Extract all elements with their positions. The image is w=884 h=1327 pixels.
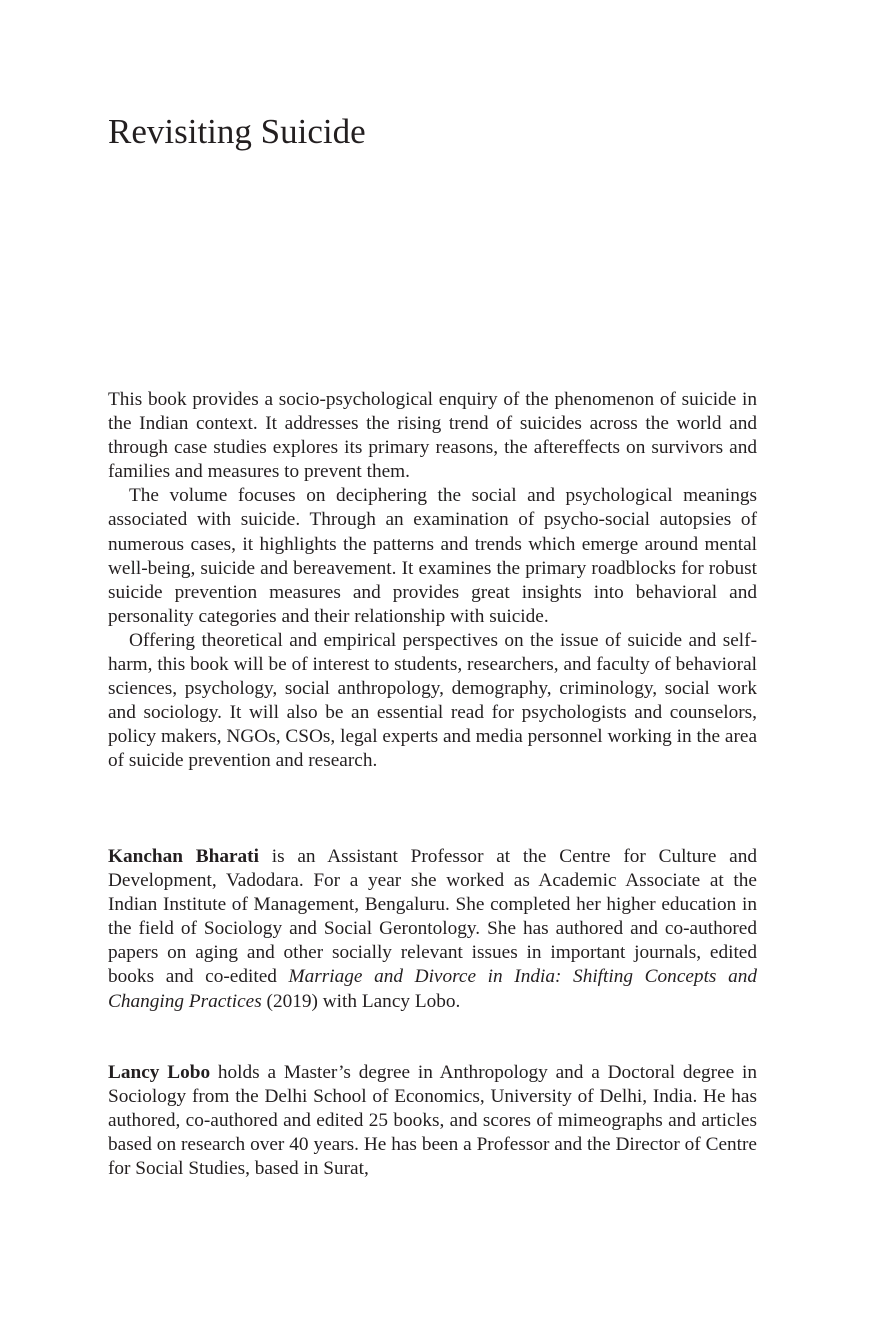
- author-bio-lobo: [108, 1061, 757, 1181]
- book-description: [108, 388, 757, 774]
- author-bio-text-end: (2019) with Lancy Lobo.: [261, 990, 461, 1012]
- author-bio-text: holds a Master’s degree in Anthropology and a Doctoral degree in Sociology from the Delhi School of Economics, University of Delhi, India. He has authored, co-authored and edited 25 books, and scores of mimeographs and articles based on research over 40 years. He has been a Professor and the Director of Centre for Social Studies, based in Surat,: [108, 1062, 758, 1180]
- book-reference-title: Marriage and Divorce in India: Shifting Concepts and Changing Practices: [108, 966, 757, 1012]
- author-bio-text: is an Assistant Professor at the Centre for Culture and Development, Vadodara. For a year she worked as Academic Associate at the Indian Institute of Management, Bengaluru. She completed her higher education in the field of Sociology and Social Gerontology. She has authored and co-authored papers on aging and other socially relevant issues in important journals, edited books and co-edited: [108, 846, 757, 988]
- description-paragraph: This book provides a socio-psychological enquiry of the phenomenon of suicide in the Indian context. It addresses the rising trend of suicides across the world and through case studies explores its primary reasons, the aftereffects on survivors and families and measures to prevent them.: [108, 389, 757, 483]
- author-name: Kanchan Bharati: [108, 846, 259, 867]
- author-name: Lancy Lobo: [108, 1062, 211, 1083]
- description-paragraph: Offering theoretical and empirical perspectives on the issue of suicide and self-harm, this book will be of interest to students, researchers, and faculty of behavioral sciences, psychology, social anthropology, demography, criminology, social work and sociology. It will also be an essential read for psychologists and counselors, policy makers, NGOs, CSOs, legal experts and media personnel working in the area of suicide prevention and research.: [108, 629, 757, 772]
- author-bio-bharati: [108, 845, 757, 1014]
- book-title: Revisiting Suicide: [108, 112, 366, 151]
- author-bio-paragraph: [108, 845, 757, 1014]
- author-bio-paragraph: [108, 1061, 757, 1181]
- description-paragraph: The volume focuses on deciphering the social and psychological meanings associated with suicide. Through an examination of psycho-social autopsies of numerous cases, it highlights the patterns and trends which emerge around mental well-being, suicide and bereavement. It examines the primary roadblocks for robust suicide prevention measures and provides great insights into behavioral and personality categories and their relationship with suicide.: [108, 485, 757, 627]
